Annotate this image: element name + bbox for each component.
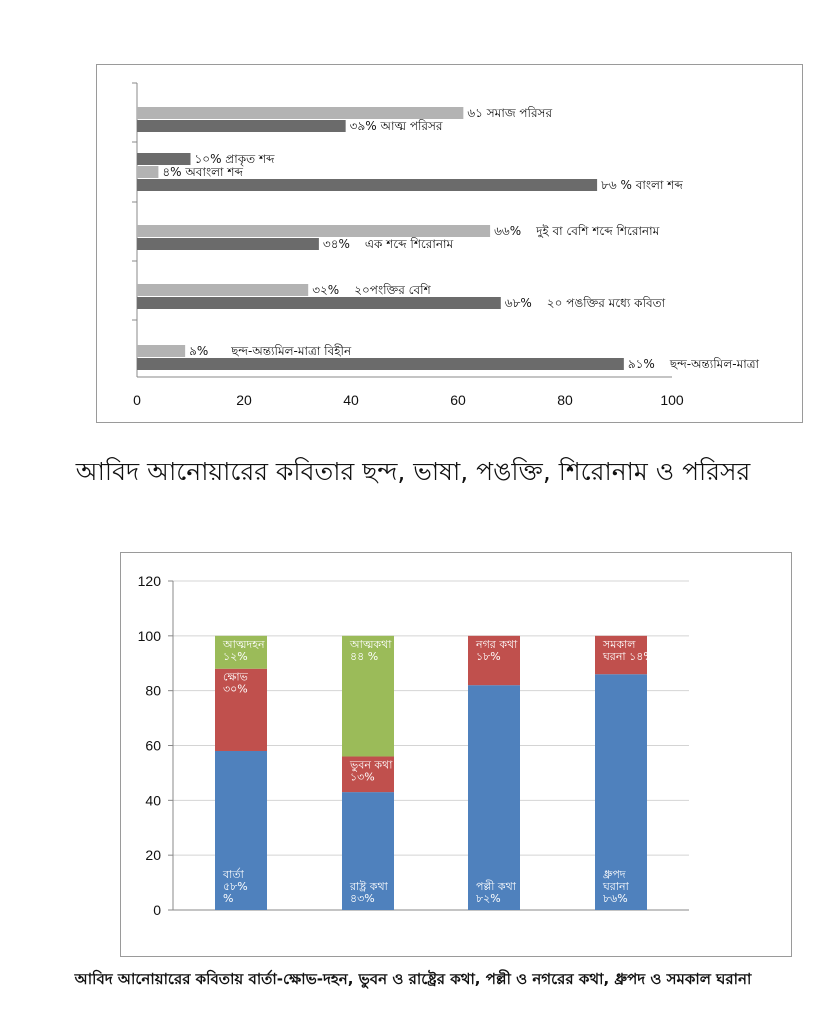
segment-label: ৪৩% <box>350 892 375 905</box>
y-tick-label: 40 <box>145 792 161 809</box>
bar-label-secondary: ছন্দ-অন্ত্যমিল-মাত্রা বিহীন <box>231 344 352 358</box>
y-tick-label: 60 <box>145 737 161 754</box>
bar <box>137 225 490 237</box>
bar-label: ৮৬ % বাংলা শব্দ <box>601 178 683 192</box>
segment-label: ৫৮% <box>223 880 248 893</box>
y-tick-label: 0 <box>153 902 161 918</box>
y-tick-label: 20 <box>145 847 161 864</box>
segment-label: পল্লী কথা <box>476 880 516 893</box>
stacked-bar-chart-canvas <box>121 553 791 956</box>
x-tick-label: 80 <box>557 392 573 408</box>
bar-label: ৯% <box>189 344 209 358</box>
chart-1-caption: আবিদ আনোয়ারের কবিতার ছন্দ, ভাষা, পঙক্তি, শিরোনাম ও পরিসর <box>75 457 751 486</box>
x-tick-label: 0 <box>133 392 141 408</box>
bar <box>137 284 308 296</box>
segment-label: সমকাল <box>603 637 636 651</box>
bar-label: ৬৮% <box>504 296 532 310</box>
horizontal-bar-chart <box>96 64 803 423</box>
segment-label: ৮৬% <box>603 892 628 905</box>
bar-label: ৩৯% আত্ম পরিসর <box>349 119 443 133</box>
bar-label-secondary: দুই বা বেশি শব্দে শিরোনাম <box>536 224 660 238</box>
bar-label-secondary: ২০ পঙক্তির মধ্যে কবিতা <box>546 296 666 310</box>
bar <box>137 297 501 309</box>
bar <box>137 120 346 132</box>
segment-label: আত্মদহন <box>223 637 265 651</box>
stacked-bar-chart <box>120 552 792 957</box>
x-tick-label: 40 <box>343 392 359 408</box>
bar <box>137 166 158 178</box>
chart-2-caption: আবিদ আনোয়ারের কবিতায় বার্তা-ক্ষোভ-দহন, ভুবন ও রাষ্ট্রের কথা, পল্লী ও নগরের কথা, ধ্রুপদ ও সমকাল ঘরানা <box>74 970 752 988</box>
bar <box>137 238 319 250</box>
segment-label: ৪৪ % <box>350 649 379 663</box>
bar-label: ৬১ সমাজ পরিসর <box>467 106 553 120</box>
bar-label: ৪% অবাংলা শব্দ <box>162 165 243 179</box>
bar-label-secondary: ২০পংক্তির বেশি <box>354 283 431 297</box>
segment-label: ১৩% <box>350 770 375 784</box>
horizontal-bar-chart-canvas <box>97 65 802 422</box>
x-tick-label: 60 <box>450 392 466 408</box>
bar-label-secondary: ছন্দ-অন্ত্যমিল-মাত্রা <box>669 357 760 371</box>
stacked-bar-segment <box>468 685 520 910</box>
segment-label: ঘরনা ১৪% <box>603 649 654 663</box>
bar-label-secondary: এক শব্দে শিরোনাম <box>364 237 454 251</box>
segment-label: ঘরানা <box>603 880 629 893</box>
x-tick-label: 20 <box>236 392 252 408</box>
y-tick-label: 100 <box>137 627 161 644</box>
bar-label: ৯১% <box>627 357 655 371</box>
y-tick-label: 120 <box>137 573 161 589</box>
y-tick-label: 80 <box>145 682 161 699</box>
segment-label: বার্তা <box>223 868 244 881</box>
bar-label: ৩৪% <box>322 237 350 251</box>
x-tick-label: 100 <box>660 392 684 408</box>
bar <box>137 107 463 119</box>
segment-label: ক্ষোভ <box>223 670 248 684</box>
bar <box>137 345 185 357</box>
bar <box>137 358 624 370</box>
bar <box>137 153 191 165</box>
segment-label: ধ্রুপদ <box>603 868 626 881</box>
bar <box>137 179 597 191</box>
segment-label: ১৮% <box>476 649 501 663</box>
bar-label: ১০% প্রাকৃত শব্দ <box>194 152 275 166</box>
segment-label: আত্মকথা <box>350 637 392 651</box>
bar-label: ৬৬% <box>494 224 522 238</box>
segment-label: ১২% <box>223 649 248 663</box>
bar-label: ৩২% <box>312 283 340 297</box>
segment-label: % <box>223 892 234 905</box>
segment-label: রাষ্ট্র কথা <box>350 880 388 893</box>
segment-label: ৮২% <box>476 892 501 905</box>
segment-label: নগর কথা <box>476 637 518 651</box>
segment-label: ভুবন কথা <box>350 758 393 772</box>
segment-label: ৩০% <box>223 682 248 696</box>
